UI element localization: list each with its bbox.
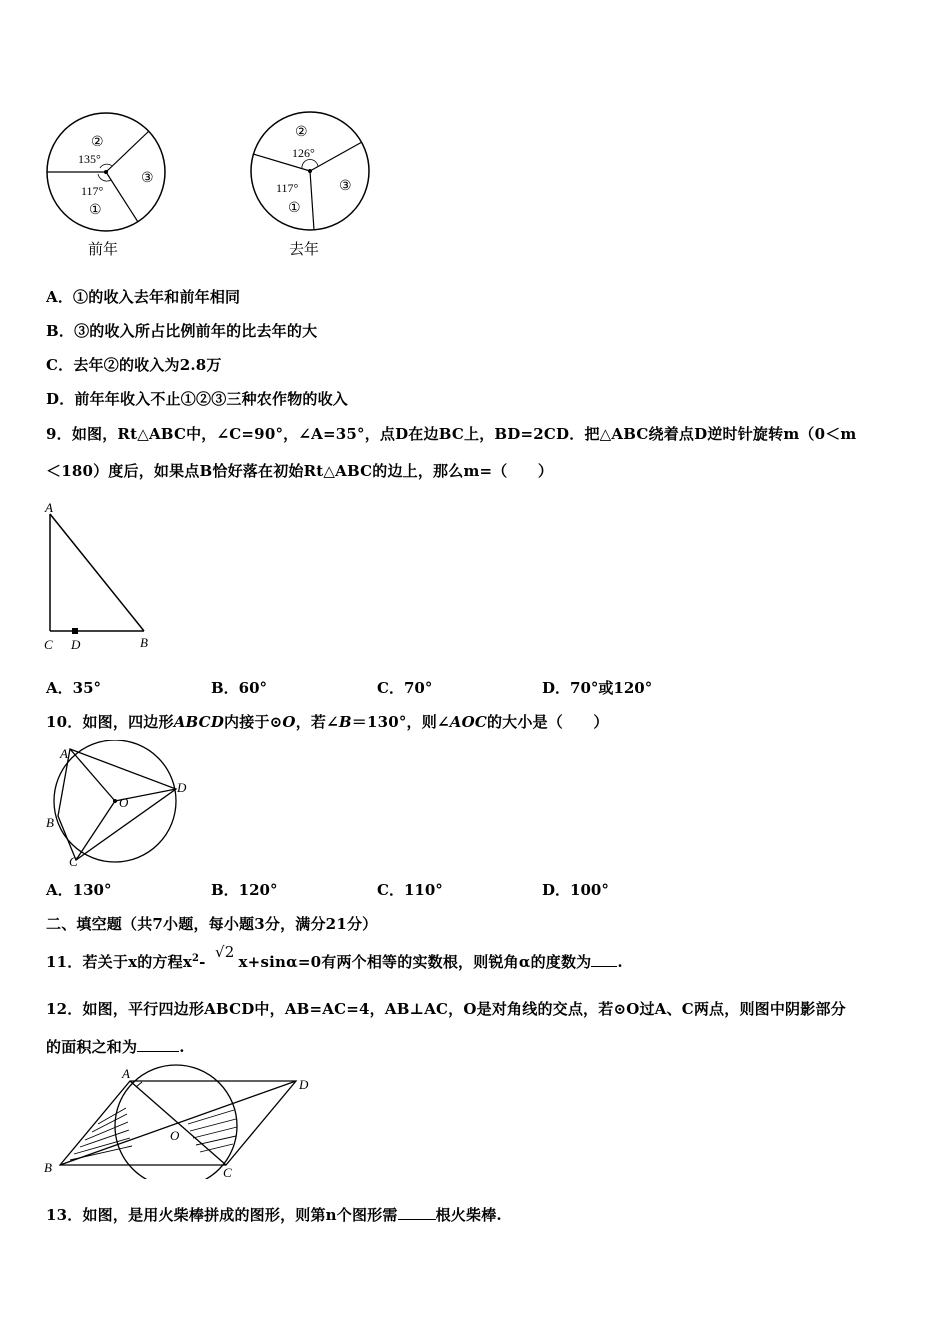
q13-stem-prefix: 13．如图，是用火柴棒拼成的图形，则第n个图形需 — [46, 1206, 398, 1224]
q11-stem — [46, 943, 623, 972]
q8-option-d[interactable]: D．前年年收入不止①②③三种农作物的收入 — [46, 390, 349, 408]
vertex-label-a: A — [122, 1066, 130, 1081]
vertex-label-d: D — [299, 1077, 309, 1092]
sector-label-1: ① — [288, 201, 301, 216]
pie-caption: 去年 — [289, 240, 320, 258]
angle-label-1: 117° — [81, 184, 104, 198]
q12-parallelogram-figure — [40, 1064, 330, 1179]
q10-stem — [46, 711, 609, 732]
q8-option-c[interactable]: C．去年②的收入为2.8万 — [46, 356, 222, 374]
q12-stem-line1: 12．如图，平行四边形ABCD中，AB=AC=4，AB⊥AC，O是对角线的交点，若⊙O过A、C两点，则图中阴影部分 — [46, 1000, 846, 1018]
q9-stem-line1: 9．如图，Rt△ABC中，∠C=90°，∠A=35°，点D在边BC上，BD=2CD．把△ABC绕着点D逆时针旋转m（0＜m — [46, 425, 857, 443]
vertex-label-c: C — [223, 1165, 232, 1179]
q11-sqrt: √2 — [215, 943, 235, 961]
angle-label-2: 126° — [292, 146, 315, 160]
vertex-label-d: D — [177, 780, 187, 795]
q13-stem-suffix: 根火柴棒. — [435, 1206, 502, 1224]
center-o — [113, 799, 117, 803]
q11-stem-prefix: 11．若关于x的方程x — [46, 953, 192, 971]
right-angle-mark — [136, 1082, 142, 1087]
q10-option-c[interactable]: C．110° — [377, 881, 443, 899]
sector-label-2: ② — [91, 135, 104, 150]
point-label-d: D — [71, 637, 81, 652]
q11-superscript: 2 — [191, 953, 200, 964]
sector-label-1: ① — [89, 203, 102, 218]
point-d-marker — [72, 628, 78, 634]
pie-radius — [310, 171, 314, 230]
q10-circle-svg — [40, 740, 200, 870]
vertex-label-b: B — [46, 815, 54, 830]
q8-option-a[interactable]: A．①的收入去年和前年相同 — [46, 288, 241, 306]
vertex-label-b: B — [140, 635, 148, 650]
segment-co — [76, 801, 115, 860]
q10-stem-mid1: 内接于⊙ — [224, 713, 283, 731]
sector-label-3: ③ — [141, 171, 154, 186]
q10-stem-prefix: 10．如图，四边形 — [46, 713, 174, 731]
pie-center — [104, 170, 108, 174]
center-label-o: O — [119, 795, 129, 810]
sector-label-2: ② — [295, 125, 308, 140]
q12-stem-line2 — [46, 1036, 185, 1057]
q9-stem-line2: ＜180）度后，如果点B恰好落在初始Rt△ABC的边上，那么m=（ ） — [46, 462, 554, 480]
pie-radius — [106, 131, 149, 172]
q10-option-a[interactable]: A．130° — [46, 881, 112, 899]
center-label-o: O — [170, 1128, 180, 1143]
q12-stem-prefix: 的面积之和为 — [46, 1038, 138, 1056]
q12-answer-blank[interactable] — [137, 1037, 179, 1052]
pie-chart-last-year — [245, 110, 385, 260]
q13-answer-blank[interactable] — [398, 1205, 436, 1220]
q13-stem — [46, 1204, 502, 1225]
q9-option-a[interactable]: A．35° — [46, 679, 102, 697]
q10-option-b[interactable]: B．120° — [211, 881, 278, 899]
q10-var-o: O — [282, 713, 296, 731]
q8-option-b[interactable]: B．③的收入所占比例前年的比去年的大 — [46, 322, 318, 340]
vertex-label-c: C — [69, 854, 78, 869]
vertex-label-b: B — [44, 1160, 52, 1175]
section-heading-fill-in: 二、填空题（共7小题，每小题3分，满分21分） — [46, 915, 378, 933]
q11-minus: - — [199, 953, 206, 971]
q10-circle-figure — [40, 740, 200, 870]
angle-arc — [302, 159, 318, 168]
vertex-label-a: A — [45, 500, 53, 515]
pie-chart-prev-year-figure — [40, 110, 180, 260]
q12-stem-end: . — [179, 1038, 185, 1056]
q11-answer-blank[interactable] — [591, 952, 617, 967]
pie-chart-last-year-figure — [245, 110, 385, 260]
q10-option-d[interactable]: D．100° — [542, 881, 609, 899]
q12-parallelogram-svg — [40, 1064, 330, 1179]
q10-var-b: B — [338, 713, 352, 731]
q9-option-c[interactable]: C．70° — [377, 679, 433, 697]
q10-var-abcd: ABCD — [173, 713, 225, 731]
q11-stem-suffix: x+sinα=0有两个相等的实数根，则锐角α的度数为 — [238, 953, 592, 971]
pie-radius — [106, 172, 138, 222]
q9-option-b[interactable]: B．60° — [211, 679, 268, 697]
angle-label-1: 117° — [276, 181, 299, 195]
q9-triangle-figure — [40, 498, 160, 658]
vertex-label-c: C — [44, 637, 53, 652]
pie-center — [308, 169, 312, 173]
q10-stem-mid3: ＝130°，则∠ — [351, 713, 450, 731]
side-ab — [50, 514, 144, 631]
angle-label-2: 135° — [78, 152, 101, 166]
q10-stem-suffix: 的大小是（ ） — [486, 713, 609, 731]
sector-label-3: ③ — [339, 179, 352, 194]
q10-var-aoc: AOC — [449, 713, 487, 731]
pie-caption: 前年 — [88, 240, 119, 258]
pie-chart-prev-year — [40, 110, 180, 260]
vertex-label-a: A — [60, 746, 68, 761]
q9-triangle-svg — [40, 498, 160, 658]
q9-option-d[interactable]: D．70°或120° — [542, 679, 653, 697]
q11-stem-end: . — [617, 953, 623, 971]
q10-stem-mid2: ，若∠ — [295, 713, 339, 731]
